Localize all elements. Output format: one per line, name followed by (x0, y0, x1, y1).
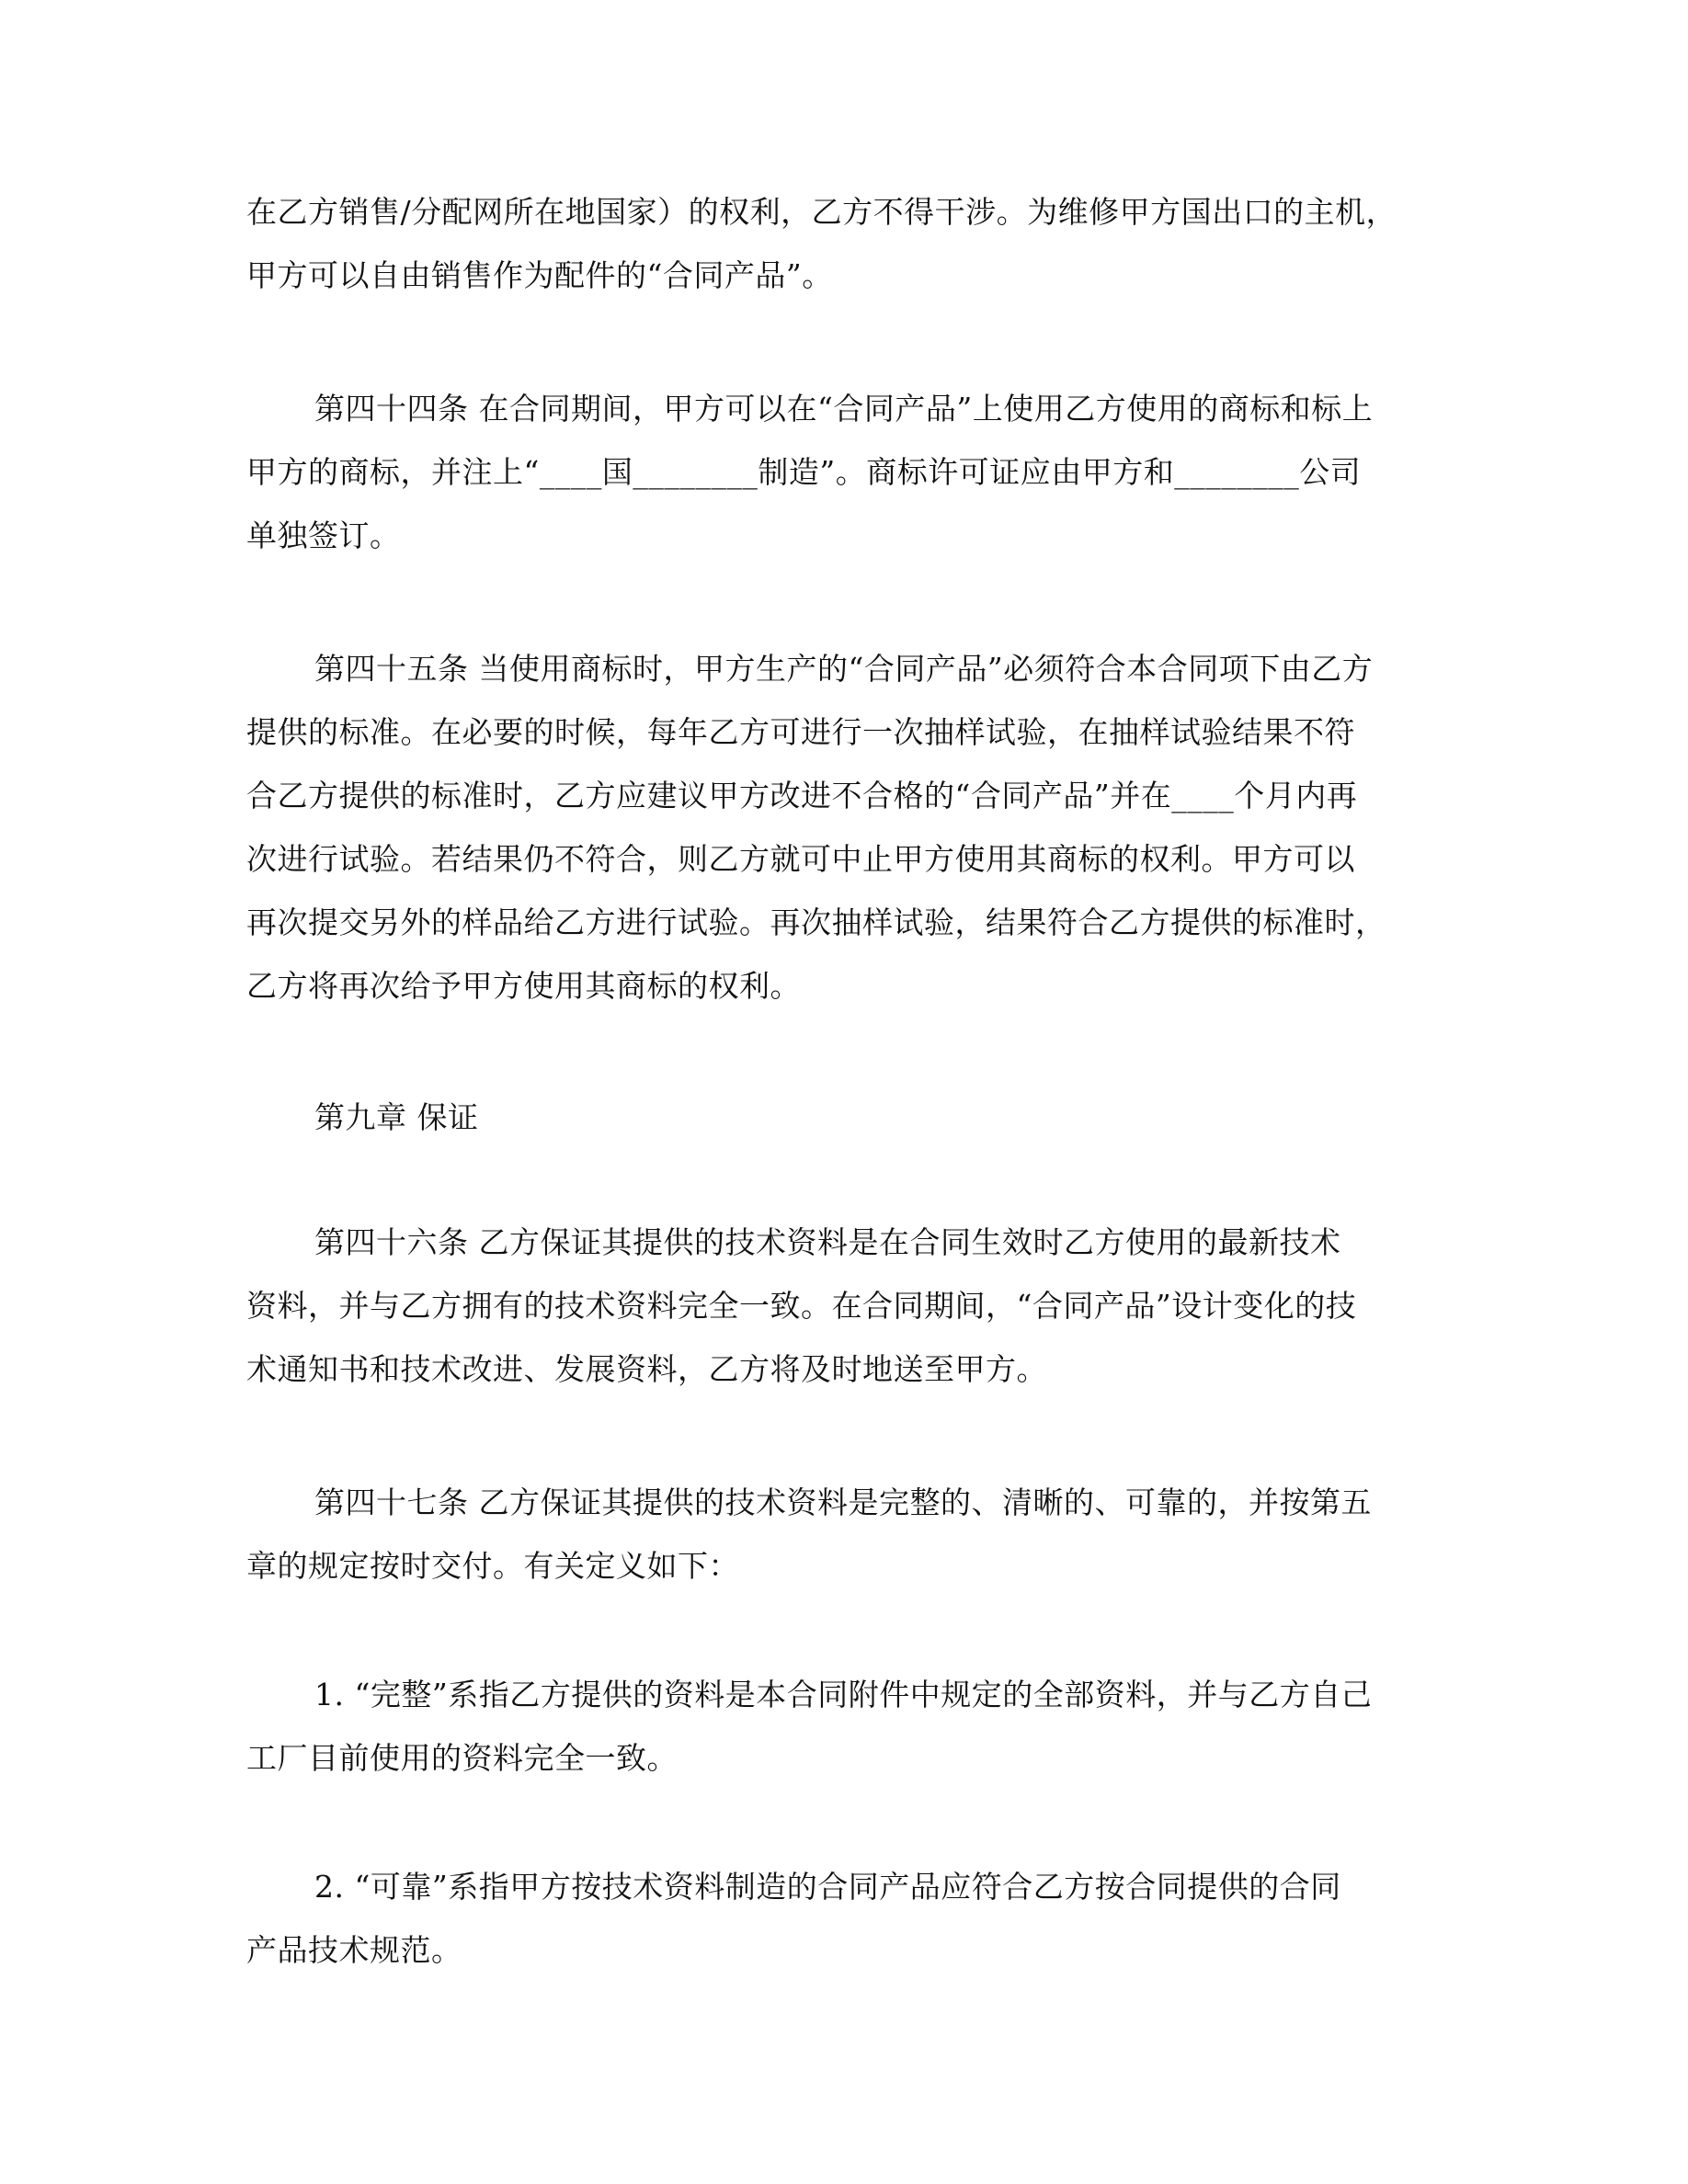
text-line: 单独签订。 (246, 518, 401, 553)
paragraph-article-47 (246, 1471, 1432, 1598)
text-line: 在乙方销售/分配网所在地国家）的权利，乙方不得干涉。为维修甲方国出口的主机， (246, 194, 1397, 230)
list-item-2 (246, 1855, 1432, 1982)
text-line: 资料，并与乙方拥有的技术资料完全一致。在合同期间，“合同产品”设计变化的技 (246, 1288, 1357, 1324)
paragraph-continuation (246, 180, 1432, 307)
paragraph-article-46 (246, 1211, 1432, 1401)
text-line: 第四十四条 在合同期间，甲方可以在“合同产品”上使用乙方使用的商标和标上 (314, 391, 1374, 427)
chapter-heading (246, 1086, 1432, 1149)
text-line: 再次提交另外的样品给乙方进行试验。再次抽样试验，结果符合乙方提供的标准时， (246, 904, 1386, 940)
text-line: 合乙方提供的标准时，乙方应建议甲方改进不合格的“合同产品”并在____个月内再 (246, 778, 1358, 813)
text-line: 第四十六条 乙方保证其提供的技术资料是在合同生效时乙方使用的最新技术 (314, 1224, 1341, 1260)
text-line: 第九章 保证 (314, 1099, 479, 1135)
text-line: 2. “可靠”系指甲方按技术资料制造的合同产品应符合乙方按合同提供的合同 (314, 1869, 1341, 1905)
text-line: 提供的标准。在必要的时候，每年乙方可进行一次抽样试验，在抽样试验结果不符 (246, 714, 1355, 750)
text-line: 次进行试验。若结果仍不符合，则乙方就可中止甲方使用其商标的权利。甲方可以 (246, 841, 1355, 877)
text-line: 第四十五条 当使用商标时，甲方生产的“合同产品”必须符合本合同项下由乙方 (314, 651, 1374, 687)
paragraph-article-45 (246, 637, 1432, 1018)
text-line: 乙方将再次给予甲方使用其商标的权利。 (246, 968, 801, 1004)
text-line: 术通知书和技术改进、发展资料，乙方将及时地送至甲方。 (246, 1351, 1047, 1387)
list-item-1 (246, 1663, 1432, 1790)
text-line: 工厂目前使用的资料完全一致。 (246, 1740, 678, 1776)
text-line: 甲方的商标，并注上“____国________制造”。商标许可证应由甲方和________公司 (246, 454, 1362, 490)
text-line: 第四十七条 乙方保证其提供的技术资料是完整的、清晰的、可靠的，并按第五 (314, 1484, 1372, 1520)
text-line: 1. “完整”系指乙方提供的资料是本合同附件中规定的全部资料，并与乙方自己 (314, 1677, 1373, 1712)
text-line: 甲方可以自由销售作为配件的“合同产品”。 (246, 257, 833, 293)
text-line: 章的规定按时交付。有关定义如下： (246, 1548, 739, 1584)
text-line: 产品技术规范。 (246, 1932, 462, 1968)
paragraph-article-44 (246, 377, 1432, 567)
